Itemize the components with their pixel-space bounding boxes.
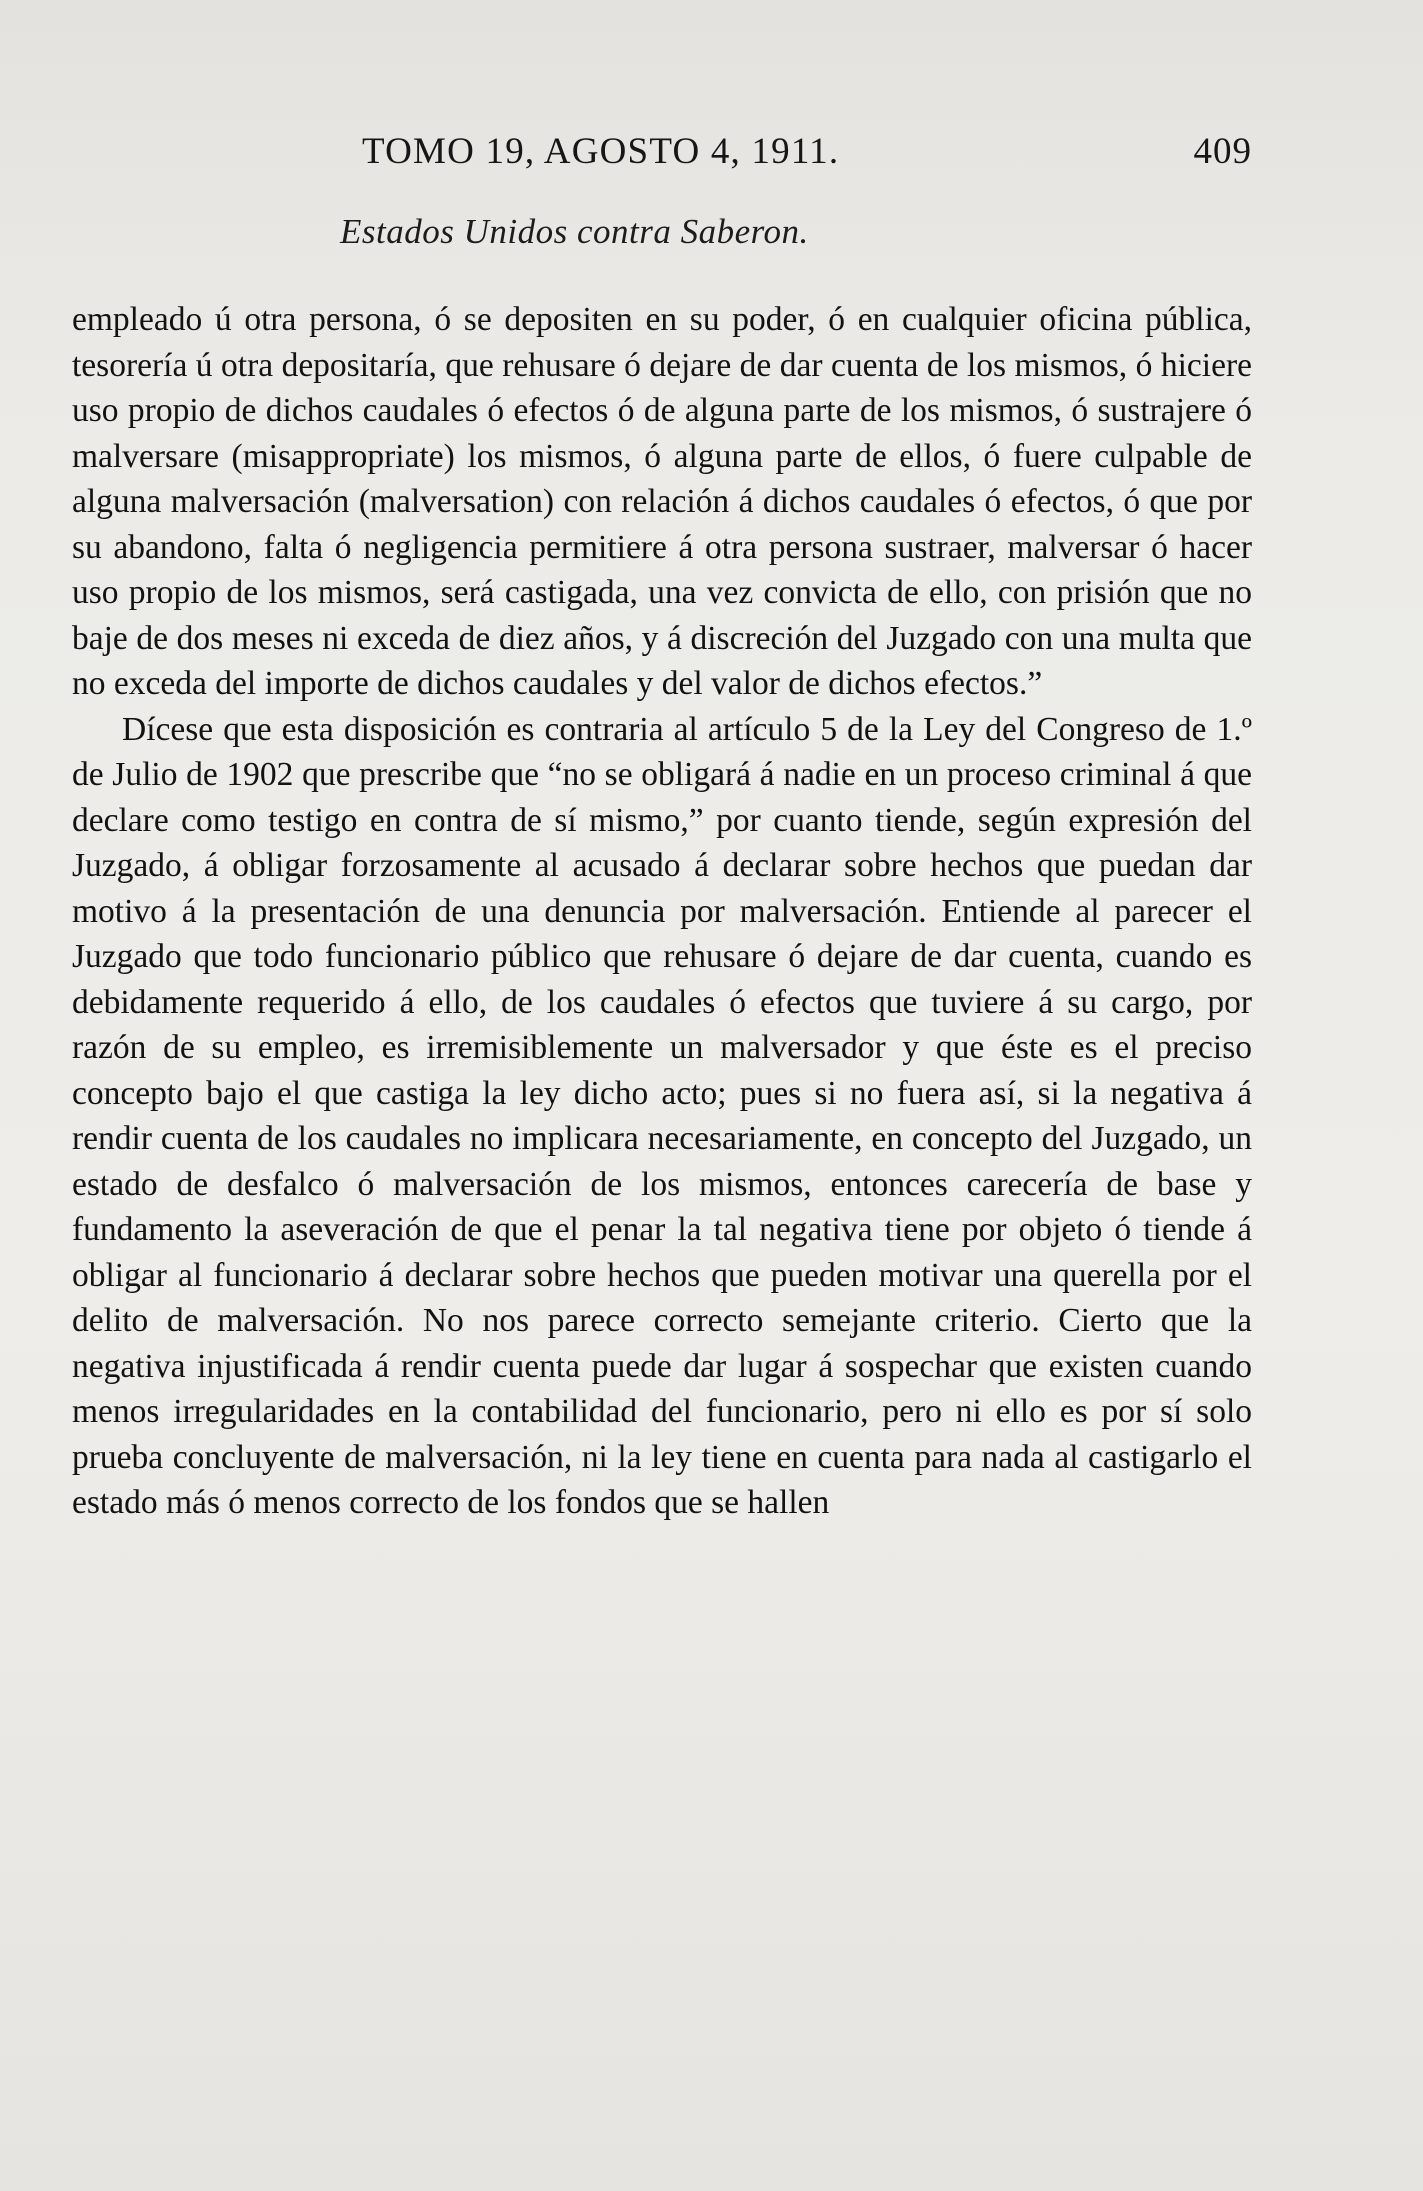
page-number: 409	[1193, 131, 1252, 172]
body-text	[72, 297, 1252, 1526]
page-header	[72, 130, 1252, 190]
paragraph-continued: empleado ú otra persona, ó se depositen en su poder, ó en cualquier oficina pública, tesorería ú otra depositaría, que rehusare ó dejare de dar cuenta de los mismos, ó hiciere uso propio de dichos caudales ó efectos ó de alguna parte de los mismos, ó sustrajere ó malversare (misappropriate) los mismos, ó alguna parte de ellos, ó fuere culpable de alguna malversación (malversation) con relación á dichos caudales ó efectos, ó que por su abandono, falta ó negligencia permitiere á otra persona sustraer, malversar ó hacer uso propio de los mismos, será castigada, una vez convicta de ello, con prisión que no baje de dos meses ni exceda de diez años, y á discreción del Juzgado con una multa que no exceda del importe de dichos caudales y del valor de dichos efectos.”	[72, 301, 1252, 702]
paragraph: Dícese que esta disposición es contraria al artículo 5 de la Ley del Congreso de 1.º de Julio de 1902 que prescribe que “no se obligará á nadie en un proceso criminal á que declare como testigo en contra de sí mismo,” por cuanto tiende, según expresión del Juzgado, á obligar forzosamente al acusado á declarar sobre hechos que puedan dar motivo á la presentación de una denuncia por malversación. Entiende al parecer el Juzgado que todo funcionario público que rehusare ó dejare de dar cuenta, cuando es debidamente requerido á ello, de los caudales ó efectos que tuviere á su cargo, por razón de su empleo, es irremisiblemente un malversador y que éste es el preciso concepto bajo el que castiga la ley dicho acto; pues si no fuera así, si la negativa á rendir cuenta de los caudales no implicara necesariamente, en concepto del Juzgado, un estado de desfalco ó malversación de los mismos, entonces carecería de base y fundamento la aseveración de que el penar la tal negativa tiene por objeto ó tiende á obligar al funcionario á declarar sobre hechos que pueden motivar una querella por el delito de malversación. No nos parece correcto semejante criterio. Cierto que la negativa injustificada á rendir cuenta puede dar lugar á sospechar que existen cuando menos irregularidades en la contabilidad del funcionario, pero ni ello es por sí solo prueba concluyente de malversación, ni la ley tiene en cuenta para nada al castigarlo el estado más ó menos correcto de los fondos que se hallen	[72, 710, 1252, 1521]
case-title: Estados Unidos contra Saberon.	[340, 212, 809, 251]
running-head: TOMO 19, AGOSTO 4, 1911.	[362, 131, 840, 172]
